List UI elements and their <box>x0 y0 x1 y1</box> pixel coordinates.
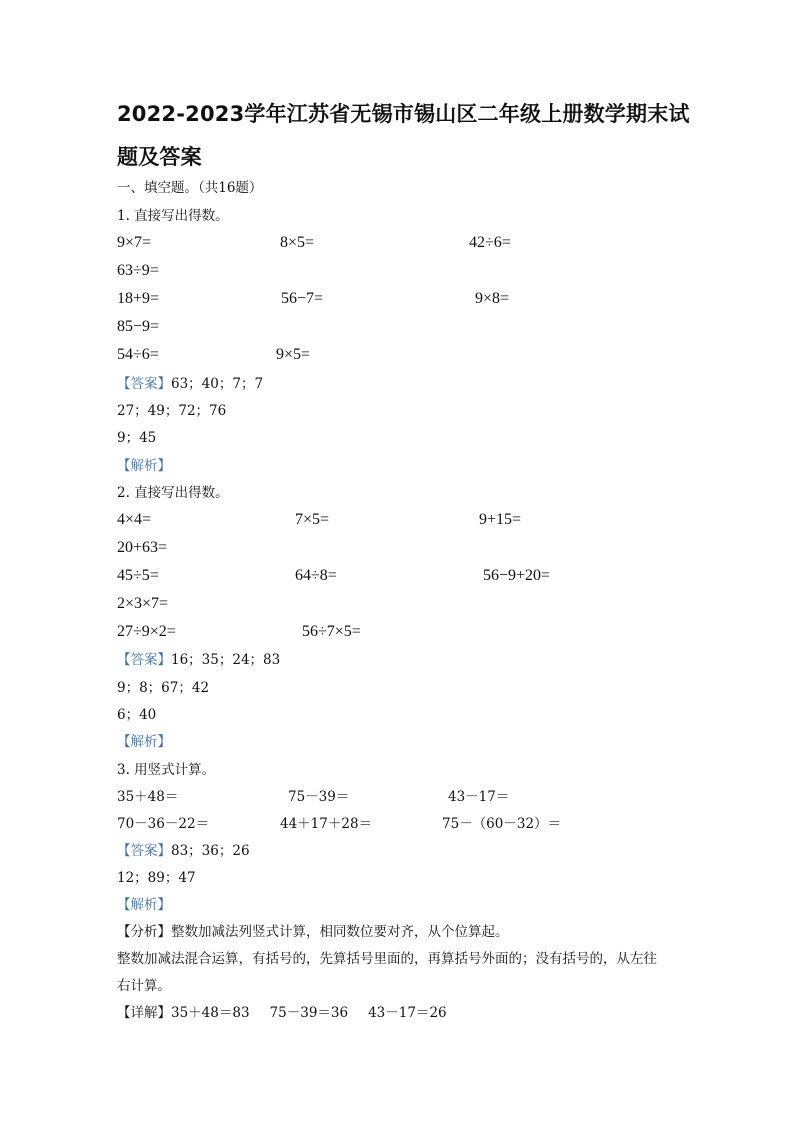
q3-fenxi-line2: 整数加减法混合运算，有括号的，先算括号里面的，再算括号外面的；没有括号的，从左往 <box>117 951 657 967</box>
detail-item: 43－17＝26 <box>368 1005 447 1021</box>
section-heading: 一、填空题。（共16题） <box>117 180 263 196</box>
q2-expr: 56÷7×5= <box>302 623 361 640</box>
answer-tag: 【答案】 <box>117 843 171 859</box>
q1-answer-line2: 27；49；72；76 <box>117 403 227 419</box>
q3-expr: 44＋17＋28＝ <box>280 816 373 832</box>
detail-tag: 【详解】 <box>117 1005 171 1021</box>
q2-answer-line2: 9；8；67；42 <box>117 680 210 696</box>
q3-expr: 75－（60－32）＝ <box>442 816 562 832</box>
q1-expr: 9×5= <box>276 346 311 363</box>
q1-expr: 63÷9= <box>117 262 159 279</box>
q1-expr: 54÷6= <box>117 346 159 363</box>
answer-tag: 【答案】 <box>117 652 171 668</box>
q2-expr: 4×4= <box>117 511 152 528</box>
answer-text: 16；35；24；83 <box>171 652 281 668</box>
q2-expr: 56−9+20= <box>483 567 551 584</box>
doc-title-line1: 2022-2023学年江苏省无锡市锡山区二年级上册数学期末试 <box>117 102 690 126</box>
q2-expr: 7×5= <box>295 511 330 528</box>
detail-item: 35＋48＝83 <box>171 1005 250 1021</box>
q3-prompt: 3. 用竖式计算。 <box>117 762 216 778</box>
q3-answer <box>117 842 250 860</box>
q3-fenxi-line3: 右计算。 <box>117 978 171 994</box>
q3-expr: 35＋48＝ <box>117 789 179 805</box>
q1-prompt: 1. 直接写出得数。 <box>117 208 229 224</box>
q1-answer <box>117 375 263 393</box>
q2-answer <box>117 651 280 669</box>
answer-text: 83；36；26 <box>171 843 250 859</box>
q3-answer-line2: 12；89；47 <box>117 870 196 886</box>
doc-title-line2: 题及答案 <box>117 145 202 169</box>
answer-tag: 【答案】 <box>117 376 171 392</box>
q2-expr: 20+63= <box>117 539 168 556</box>
q2-expr: 27÷9×2= <box>117 623 176 640</box>
detail-item: 75－39＝36 <box>269 1005 349 1021</box>
q1-expr: 56−7= <box>281 290 324 307</box>
q2-expr: 9+15= <box>479 511 522 528</box>
q1-expr: 9×7= <box>117 234 152 251</box>
q1-expr: 18+9= <box>117 290 160 307</box>
q1-expr: 42÷6= <box>469 234 511 251</box>
q1-expr: 9×8= <box>475 290 510 307</box>
q2-analysis-tag: 【解析】 <box>117 734 171 750</box>
q2-answer-line3: 6；40 <box>117 707 157 723</box>
fenxi-tag: 【分析】 <box>117 924 171 940</box>
q1-analysis-tag: 【解析】 <box>117 458 171 474</box>
q1-expr: 85−9= <box>117 318 160 335</box>
q3-expr: 75－39＝ <box>288 789 350 805</box>
q1-answer-line3: 9；45 <box>117 430 157 446</box>
fenxi-text: 整数加减法列竖式计算，相同数位要对齐，从个位算起。 <box>171 924 509 940</box>
q2-expr: 45÷5= <box>117 567 159 584</box>
q2-expr: 2×3×7= <box>117 595 169 612</box>
q2-prompt: 2. 直接写出得数。 <box>117 485 229 501</box>
q1-expr: 8×5= <box>280 234 315 251</box>
q3-detail <box>117 1004 447 1022</box>
q3-analysis-tag: 【解析】 <box>117 897 171 913</box>
q3-expr: 70－36－22＝ <box>117 816 210 832</box>
q2-expr: 64÷8= <box>295 567 337 584</box>
q3-expr: 43－17＝ <box>448 789 510 805</box>
answer-text: 63；40；7；7 <box>171 376 264 392</box>
q3-fenxi <box>117 923 509 941</box>
